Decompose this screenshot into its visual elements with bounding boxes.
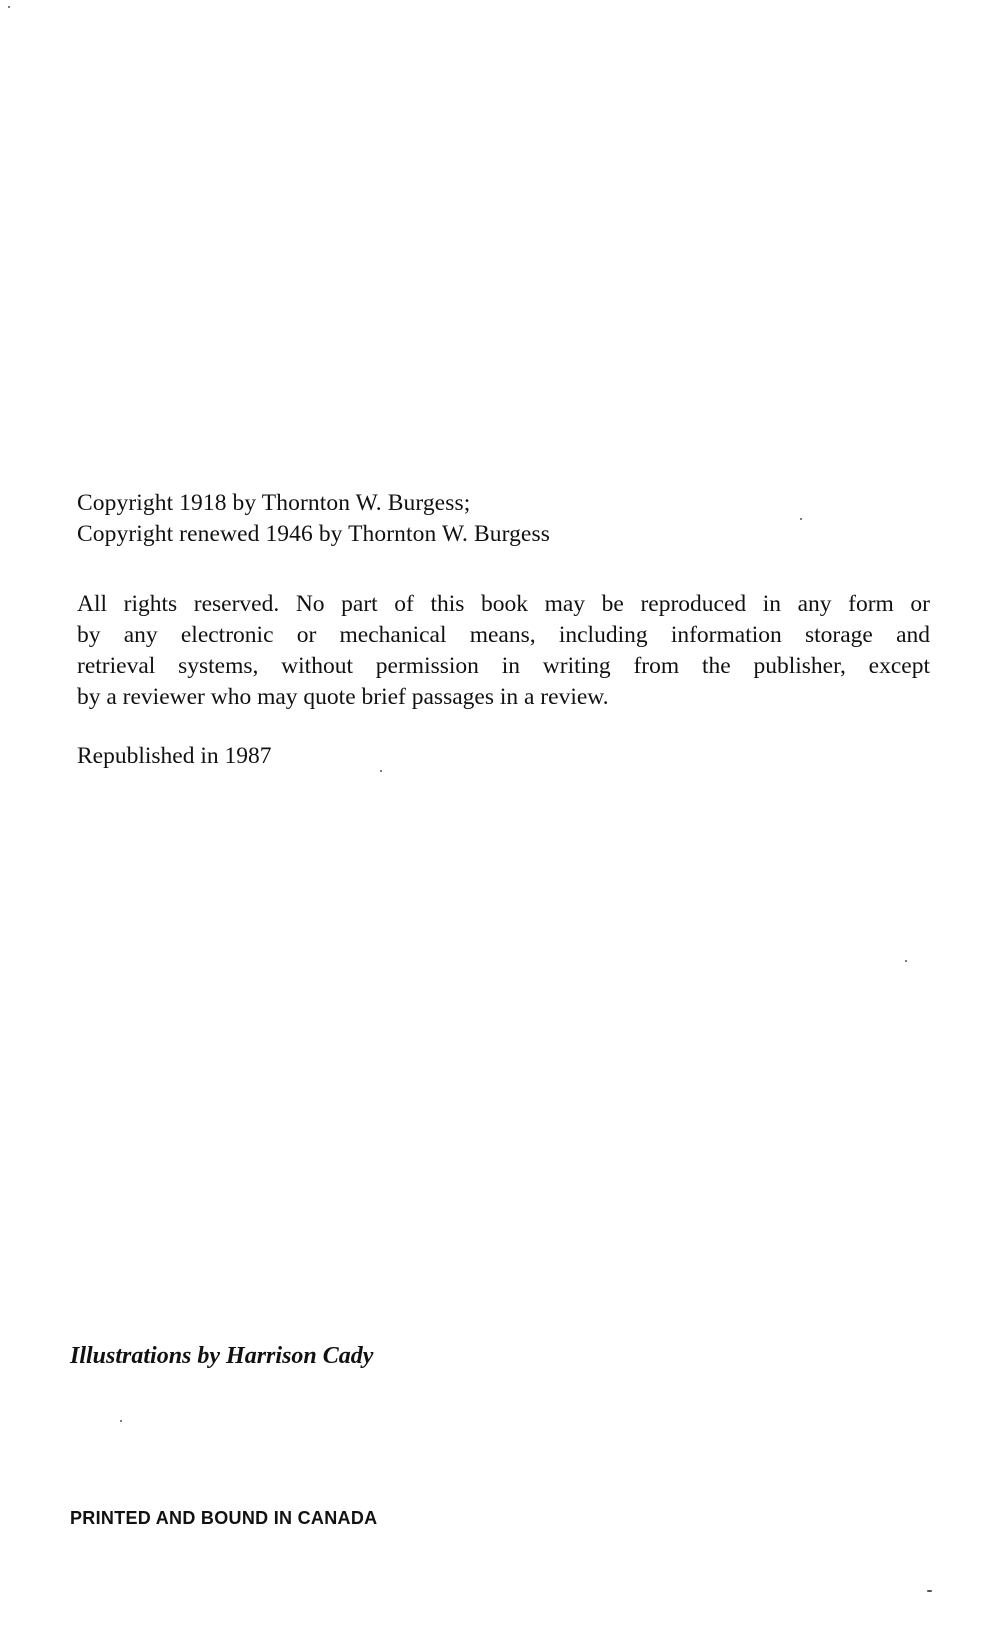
- rights-reserved-paragraph: [77, 589, 930, 713]
- scan-speck: [905, 960, 907, 962]
- scan-speck: [800, 518, 802, 520]
- rights-line: by any electronic or mechanical means, including information storage and: [77, 622, 930, 648]
- copyright-line-original: Copyright 1918 by Thornton W. Burgess;: [77, 490, 471, 516]
- scan-speck: [8, 6, 10, 8]
- rights-line: by a reviewer who may quote brief passages in a review.: [77, 684, 609, 710]
- rights-line: All rights reserved. No part of this book may be reproduced in any form or: [77, 591, 930, 617]
- republished-note: Republished in 1987: [77, 743, 272, 769]
- scan-speck: [380, 770, 382, 772]
- copyright-notice: [77, 488, 550, 550]
- printed-in-notice: PRINTED AND BOUND IN CANADA: [70, 1508, 378, 1528]
- scan-speck: [120, 1420, 122, 1422]
- rights-line: retrieval systems, without permission in writing from the publisher, except: [77, 653, 930, 679]
- scan-speck: [927, 1590, 932, 1592]
- illustrations-credit: Illustrations by Harrison Cady: [70, 1343, 374, 1369]
- copyright-line-renewed: Copyright renewed 1946 by Thornton W. Burgess: [77, 521, 550, 547]
